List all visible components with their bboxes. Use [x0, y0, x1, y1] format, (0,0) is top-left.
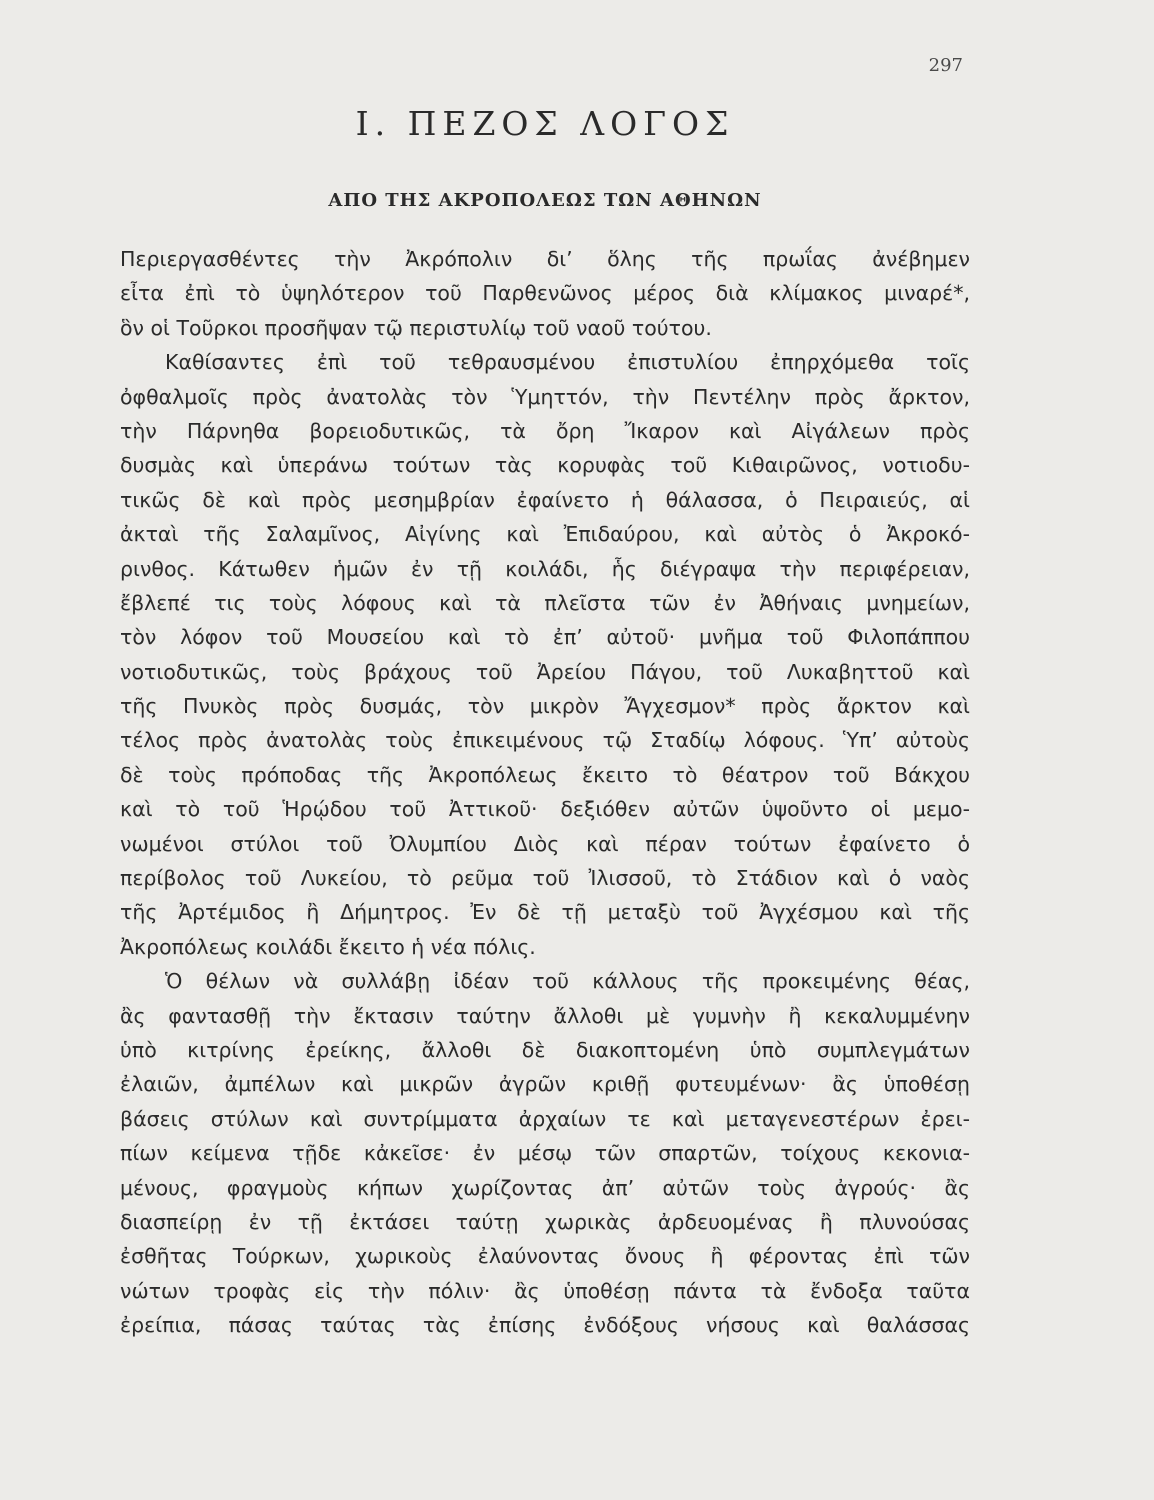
text-line: τέλος πρὸς ἀνατολὰς τοὺς ἐπικειμένους τῷ Σταδίῳ λόφους. Ὑπ’ αὐτοὺς [120, 728, 970, 753]
body-text [120, 242, 970, 1343]
text-line: ἂς φαντασθῇ τὴν ἔκτασιν ταύτην ἄλλοθι μὲ γυμνὴν ἢ κεκαλυμμένην [120, 1003, 970, 1028]
text-line: καὶ τὸ τοῦ Ἡρῴδου τοῦ Ἀττικοῦ· δεξιόθεν αὐτῶν ὑψοῦντο οἱ μεμο- [120, 797, 970, 822]
chapter-title: I. ΠΕΖΟΣ ΛΟΓΟΣ [355, 104, 735, 143]
text-line: βάσεις στύλων καὶ συντρίμματα ἀρχαίων τε καὶ μεταγενεστέρων ἐρει- [120, 1106, 970, 1131]
text-line: ὑπὸ κιτρίνης ἐρείκης, ἄλλοθι δὲ διακοπτομένη ὑπὸ συμπλεγμάτων [120, 1037, 970, 1062]
text-line: Ἀκροπόλεως κοιλάδι ἔκειτο ἡ νέα πόλις. [120, 934, 536, 959]
text-line: Ὁ θέλων νὰ συλλάβῃ ἰδέαν τοῦ κάλλους τῆς προκειμένης θέας, [165, 969, 970, 994]
text-line: δυσμὰς καὶ ὑπεράνω τούτων τὰς κορυφὰς τοῦ Κιθαιρῶνος, νοτιοδυ- [120, 453, 970, 478]
text-line: νωμένοι στύλοι τοῦ Ὀλυμπίου Διὸς καὶ πέραν τούτων ἐφαίνετο ὁ [120, 831, 970, 856]
text-line: Περιεργασθέντες τὴν Ἀκρόπολιν δι’ ὅλης τῆς πρωΐας ἀνέβημεν [120, 247, 970, 271]
text-line: Καθίσαντες ἐπὶ τοῦ τεθραυσμένου ἐπιστυλίου ἐπηρχόμεθα τοῖς [165, 350, 970, 375]
text-line: πίων κείμενα τῇδε κἀκεῖσε· ἐν μέσῳ τῶν σπαρτῶν, τοίχους κεκονια- [120, 1141, 970, 1166]
text-line: τὴν Πάρνηθα βορειοδυτικῶς, τὰ ὄρη Ἴκαρον καὶ Αἰγάλεων πρὸς [120, 418, 970, 443]
text-line: τικῶς δὲ καὶ πρὸς μεσημβρίαν ἐφαίνετο ἡ θάλασσα, ὁ Πειραιεύς, αἱ [120, 487, 970, 512]
text-line: τῆς Ἀρτέμιδος ἢ Δήμητρος. Ἐν δὲ τῇ μεταξὺ τοῦ Ἀγχέσμου καὶ τῆς [120, 900, 970, 925]
text-line: ἀκταὶ τῆς Σαλαμῖνος, Αἰγίνης καὶ Ἐπιδαύρου, καὶ αὐτὸς ὁ Ἀκροκό- [120, 522, 970, 547]
text-line: μένους, φραγμοὺς κήπων χωρίζοντας ἀπ’ αὐτῶν τοὺς ἀγρούς· ἂς [120, 1175, 970, 1200]
text-line: εἶτα ἐπὶ τὸ ὑψηλότερον τοῦ Παρθενῶνος μέρος διὰ κλίμακος μιναρέ*, [120, 281, 970, 306]
text-line: νώτων τροφὰς εἰς τὴν πόλιν· ἂς ὑποθέσῃ πάντα τὰ ἔνδοξα ταῦτα [120, 1278, 970, 1303]
text-line: ρινθος. Κάτωθεν ἡμῶν ἐν τῇ κοιλάδι, ἧς διέγραψα τὴν περιφέρειαν, [120, 556, 970, 581]
text-line: ὃν οἱ Τοῦρκοι προσῆψαν τῷ περιστυλίῳ τοῦ ναοῦ τούτου. [120, 315, 712, 340]
text-line: ἐσθῆτας Τούρκων, χωρικοὺς ἐλαύνοντας ὄνους ἢ φέροντας ἐπὶ τῶν [120, 1244, 970, 1269]
section-title: ΑΠΟ ΤΗΣ ΑΚΡΟΠΟΛΕΩΣ ΤΩΝ ΑΘΗΝΩΝ [328, 190, 762, 211]
text-line: ἔβλεπέ τις τοὺς λόφους καὶ τὰ πλεῖστα τῶν ἐν Ἀθήναις μνημείων, [120, 590, 970, 615]
text-line: διασπείρῃ ἐν τῇ ἐκτάσει ταύτῃ χωρικὰς ἀρδευομένας ἢ πλυνούσας [120, 1209, 970, 1234]
page-number: 297 [928, 55, 963, 76]
text-line: περίβολος τοῦ Λυκείου, τὸ ρεῦμα τοῦ Ἰλισσοῦ, τὸ Στάδιον καὶ ὁ ναὸς [120, 866, 970, 891]
text-line: τὸν λόφον τοῦ Μουσείου καὶ τὸ ἐπ’ αὐτοῦ· μνῆμα τοῦ Φιλοπάππου [120, 625, 970, 650]
text-line: ὀφθαλμοῖς πρὸς ἀνατολὰς τὸν Ὑμηττόν, τὴν Πεντέλην πρὸς ἄρκτον, [120, 384, 970, 409]
text-line: ἐλαιῶν, ἀμπέλων καὶ μικρῶν ἀγρῶν κριθῇ φυτευμένων· ἂς ὑποθέσῃ [120, 1072, 970, 1097]
text-line: ἐρείπια, πάσας ταύτας τὰς ἐπίσης ἐνδόξους νήσους καὶ θαλάσσας [120, 1313, 970, 1338]
text-line: δὲ τοὺς πρόποδας τῆς Ἀκροπόλεως ἔκειτο τὸ θέατρον τοῦ Βάκχου [120, 762, 970, 787]
text-line: νοτιοδυτικῶς, τοὺς βράχους τοῦ Ἀρείου Πάγου, τοῦ Λυκαβηττοῦ καὶ [120, 659, 970, 684]
text-line: τῆς Πνυκὸς πρὸς δυσμάς, τὸν μικρὸν Ἄγχεσμον* πρὸς ἄρκτον καὶ [120, 694, 970, 719]
